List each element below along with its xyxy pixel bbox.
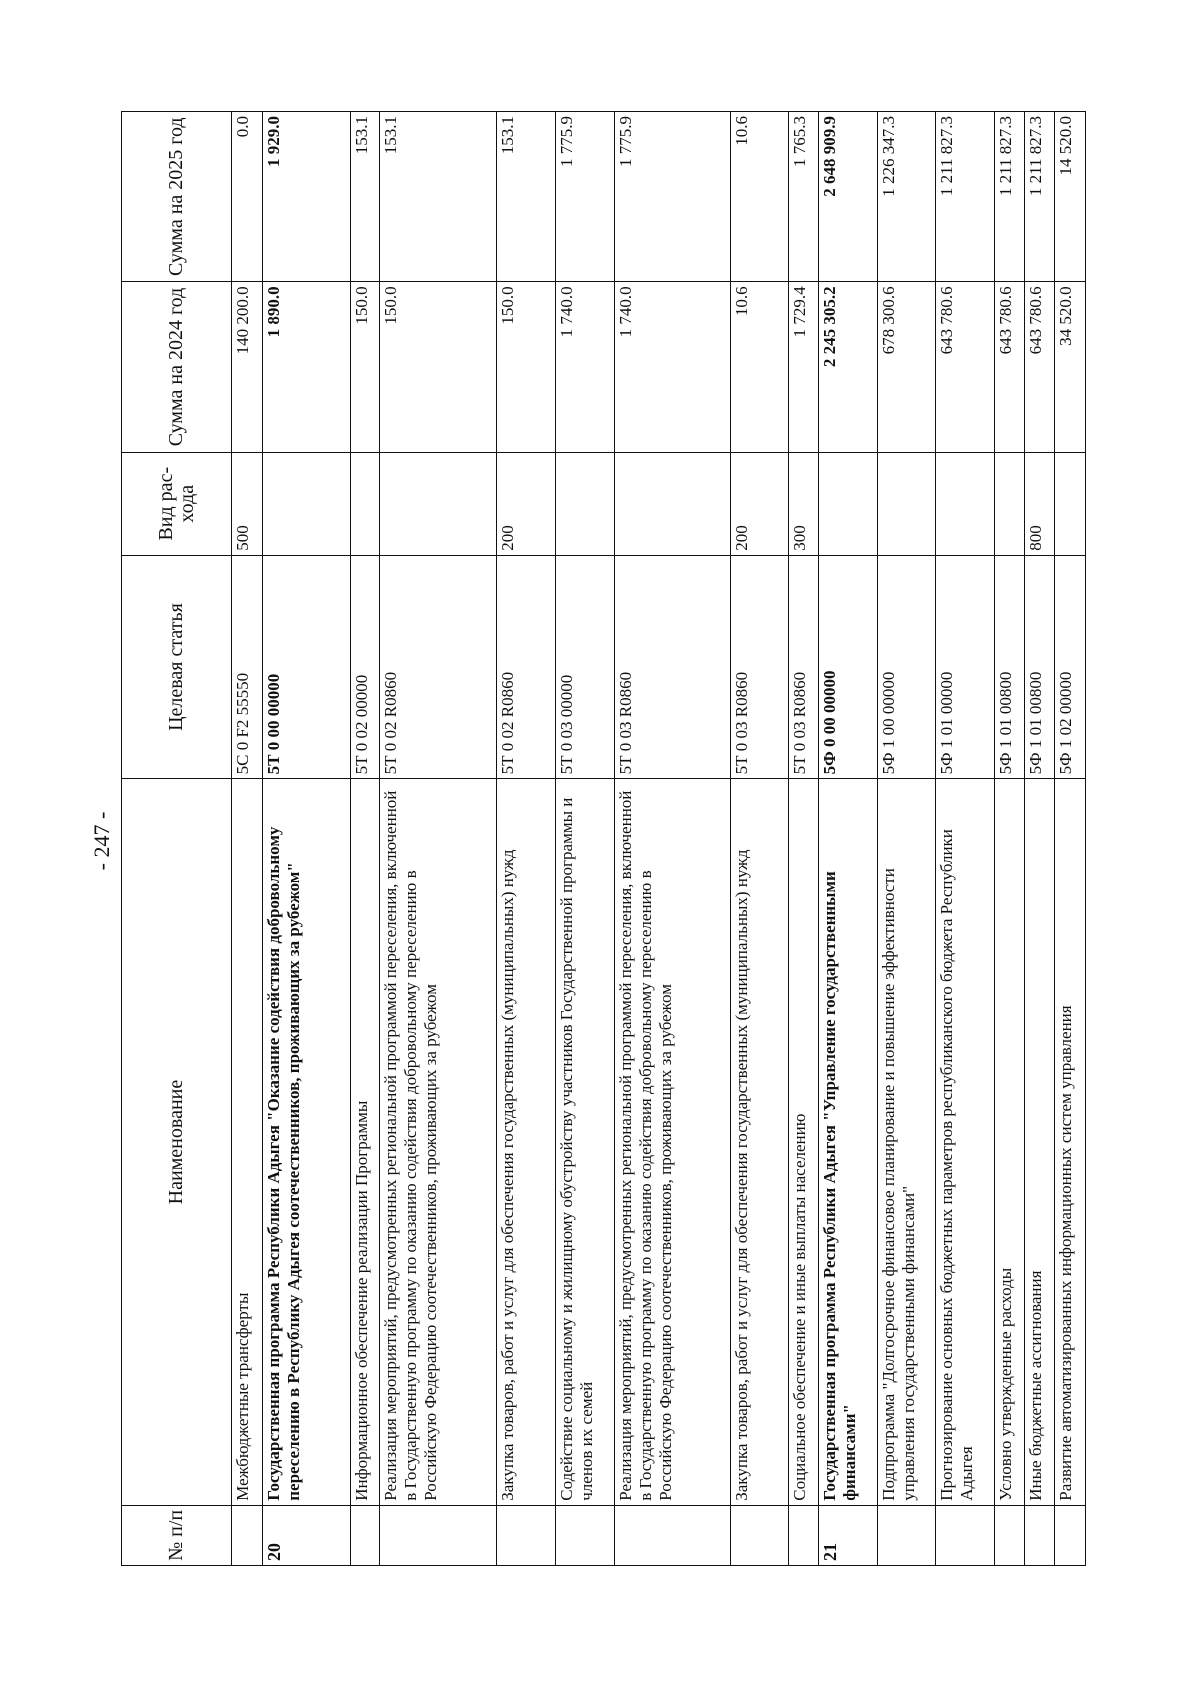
row-sum-2024: 150.0 bbox=[497, 282, 556, 452]
row-target-code: 5Т 0 02 00000 bbox=[350, 555, 379, 779]
row-expense-kind bbox=[380, 452, 497, 555]
row-sum-2025: 153.1 bbox=[497, 112, 556, 282]
table-row bbox=[497, 112, 556, 1566]
table-row bbox=[995, 112, 1024, 1566]
row-number bbox=[1024, 1505, 1055, 1565]
row-number bbox=[731, 1505, 789, 1565]
row-sum-2025: 1 226 347.3 bbox=[877, 112, 936, 282]
row-sum-2025: 1 211 827.3 bbox=[995, 112, 1024, 282]
row-sum-2024: 2 245 305.2 bbox=[818, 282, 877, 452]
row-sum-2025: 1 775.9 bbox=[555, 112, 614, 282]
row-sum-2025: 1 211 827.3 bbox=[1024, 112, 1055, 282]
page-number: - 247 - bbox=[89, 811, 114, 871]
row-number bbox=[497, 1505, 556, 1565]
row-name: Информационное обеспечение реализации Программы bbox=[350, 779, 379, 1505]
table-row bbox=[262, 112, 350, 1566]
header-sum-2024: Сумма на 2024 год bbox=[122, 282, 232, 452]
table-row bbox=[232, 112, 263, 1566]
row-target-code: 5Т 0 02 R0860 bbox=[497, 555, 556, 779]
table-row bbox=[614, 112, 731, 1566]
row-name: Прогнозирование основных бюджетных параметров республиканского бюджета Республики Адыгея bbox=[936, 779, 995, 1505]
row-number bbox=[380, 1505, 497, 1565]
row-sum-2024: 10.6 bbox=[731, 282, 789, 452]
header-name: Наименование bbox=[122, 779, 232, 1505]
row-number bbox=[1055, 1505, 1086, 1565]
row-sum-2024: 150.0 bbox=[350, 282, 379, 452]
table-row bbox=[731, 112, 789, 1566]
row-number bbox=[877, 1505, 936, 1565]
table-body bbox=[232, 112, 1086, 1566]
row-number bbox=[995, 1505, 1024, 1565]
table-row bbox=[1055, 112, 1086, 1566]
row-target-code: 5Т 0 02 R0860 bbox=[380, 555, 497, 779]
table-row bbox=[936, 112, 995, 1566]
header-num: № п/п bbox=[122, 1505, 232, 1565]
table-row bbox=[818, 112, 877, 1566]
row-expense-kind bbox=[877, 452, 936, 555]
row-name: Государственная программа Республики Адыгея "Оказание содействия добровольному переселению в Республику Адыгея соотечественников, проживающих за рубежом" bbox=[262, 779, 350, 1505]
row-target-code: 5Ф 1 01 00000 bbox=[936, 555, 995, 779]
table-row bbox=[789, 112, 818, 1566]
row-number bbox=[614, 1505, 731, 1565]
row-expense-kind bbox=[614, 452, 731, 555]
row-name: Закупка товаров, работ и услуг для обеспечения государственных (муниципальных) нужд bbox=[497, 779, 556, 1505]
row-name: Подпрограмма "Долгосрочное финансовое планирование и повышение эффективности управления государственными финансами" bbox=[877, 779, 936, 1505]
row-sum-2025: 14 520.0 bbox=[1055, 112, 1086, 282]
row-target-code: 5Ф 1 00 00000 bbox=[877, 555, 936, 779]
table-row bbox=[350, 112, 379, 1566]
row-target-code: 5Ф 1 02 00000 bbox=[1055, 555, 1086, 779]
row-sum-2024: 643 780.6 bbox=[1024, 282, 1055, 452]
row-sum-2025: 1 211 827.3 bbox=[936, 112, 995, 282]
row-name: Социальное обеспечение и иные выплаты населению bbox=[789, 779, 818, 1505]
row-name: Закупка товаров, работ и услуг для обеспечения государственных (муниципальных) нужд bbox=[731, 779, 789, 1505]
row-sum-2025: 153.1 bbox=[380, 112, 497, 282]
row-expense-kind bbox=[350, 452, 379, 555]
row-number bbox=[350, 1505, 379, 1565]
table-header-row bbox=[122, 112, 232, 1566]
row-sum-2025: 1 929.0 bbox=[262, 112, 350, 282]
header-kind: Вид рас- хода bbox=[122, 452, 232, 555]
row-expense-kind bbox=[995, 452, 1024, 555]
row-number: 20 bbox=[262, 1505, 350, 1565]
row-target-code: 5Ф 1 01 00800 bbox=[1024, 555, 1055, 779]
row-target-code: 5Ф 0 00 00000 bbox=[818, 555, 877, 779]
row-expense-kind: 200 bbox=[731, 452, 789, 555]
row-target-code: 5Т 0 00 00000 bbox=[262, 555, 350, 779]
row-target-code: 5Т 0 03 R0860 bbox=[614, 555, 731, 779]
row-target-code: 5Т 0 03 R0860 bbox=[731, 555, 789, 779]
header-code: Целевая статья bbox=[122, 555, 232, 779]
rotated-table-container bbox=[121, 111, 1086, 1566]
row-number bbox=[789, 1505, 818, 1565]
row-expense-kind: 200 bbox=[497, 452, 556, 555]
row-number: 21 bbox=[818, 1505, 877, 1565]
row-target-code: 5Т 0 03 00000 bbox=[555, 555, 614, 779]
row-expense-kind bbox=[555, 452, 614, 555]
row-number bbox=[555, 1505, 614, 1565]
row-name: Условно утвержденные расходы bbox=[995, 779, 1024, 1505]
row-sum-2024: 150.0 bbox=[380, 282, 497, 452]
row-expense-kind bbox=[936, 452, 995, 555]
row-expense-kind: 500 bbox=[232, 452, 263, 555]
row-expense-kind bbox=[1055, 452, 1086, 555]
row-expense-kind bbox=[818, 452, 877, 555]
row-number bbox=[936, 1505, 995, 1565]
row-sum-2025: 10.6 bbox=[731, 112, 789, 282]
table-row bbox=[555, 112, 614, 1566]
row-sum-2024: 643 780.6 bbox=[995, 282, 1024, 452]
row-expense-kind: 300 bbox=[789, 452, 818, 555]
row-sum-2024: 140 200.0 bbox=[232, 282, 263, 452]
table-row bbox=[877, 112, 936, 1566]
row-target-code: 5Ф 1 01 00800 bbox=[995, 555, 1024, 779]
budget-table bbox=[121, 111, 1086, 1566]
row-sum-2025: 2 648 909.9 bbox=[818, 112, 877, 282]
header-sum-2025: Сумма на 2025 год bbox=[122, 112, 232, 282]
row-sum-2025: 0.0 bbox=[232, 112, 263, 282]
row-target-code: 5С 0 F2 55550 bbox=[232, 555, 263, 779]
row-sum-2024: 34 520.0 bbox=[1055, 282, 1086, 452]
row-sum-2025: 1 765.3 bbox=[789, 112, 818, 282]
row-name: Реализация мероприятий, предусмотренных региональной программой переселения, включенной в Государственную программу по оказанию содействия добровольному переселению в Российскую Федерацию соотечественников, проживающих за рубежом bbox=[614, 779, 731, 1505]
row-sum-2024: 1 890.0 bbox=[262, 282, 350, 452]
row-sum-2024: 1 740.0 bbox=[555, 282, 614, 452]
row-sum-2025: 1 775.9 bbox=[614, 112, 731, 282]
table-row bbox=[380, 112, 497, 1566]
row-name: Государственная программа Республики Адыгея "Управление государственными финансами" bbox=[818, 779, 877, 1505]
row-name: Содействие социальному и жилищному обустройству участников Государственной программы и членов их семей bbox=[555, 779, 614, 1505]
row-name: Развитие автоматизированных информационных систем управления bbox=[1055, 779, 1086, 1505]
row-expense-kind bbox=[262, 452, 350, 555]
row-expense-kind: 800 bbox=[1024, 452, 1055, 555]
row-sum-2024: 643 780.6 bbox=[936, 282, 995, 452]
row-name: Реализация мероприятий, предусмотренных региональной программой переселения, включенной в Государственную программу по оказанию содействия добровольному переселению в Российскую Федерацию соотечественников, проживающих за рубежом bbox=[380, 779, 497, 1505]
row-target-code: 5Т 0 03 R0860 bbox=[789, 555, 818, 779]
row-sum-2025: 153.1 bbox=[350, 112, 379, 282]
table-row bbox=[1024, 112, 1055, 1566]
row-number bbox=[232, 1505, 263, 1565]
row-sum-2024: 678 300.6 bbox=[877, 282, 936, 452]
row-sum-2024: 1 729.4 bbox=[789, 282, 818, 452]
row-sum-2024: 1 740.0 bbox=[614, 282, 731, 452]
row-name: Межбюджетные трансферты bbox=[232, 779, 263, 1505]
row-name: Иные бюджетные ассигнования bbox=[1024, 779, 1055, 1505]
